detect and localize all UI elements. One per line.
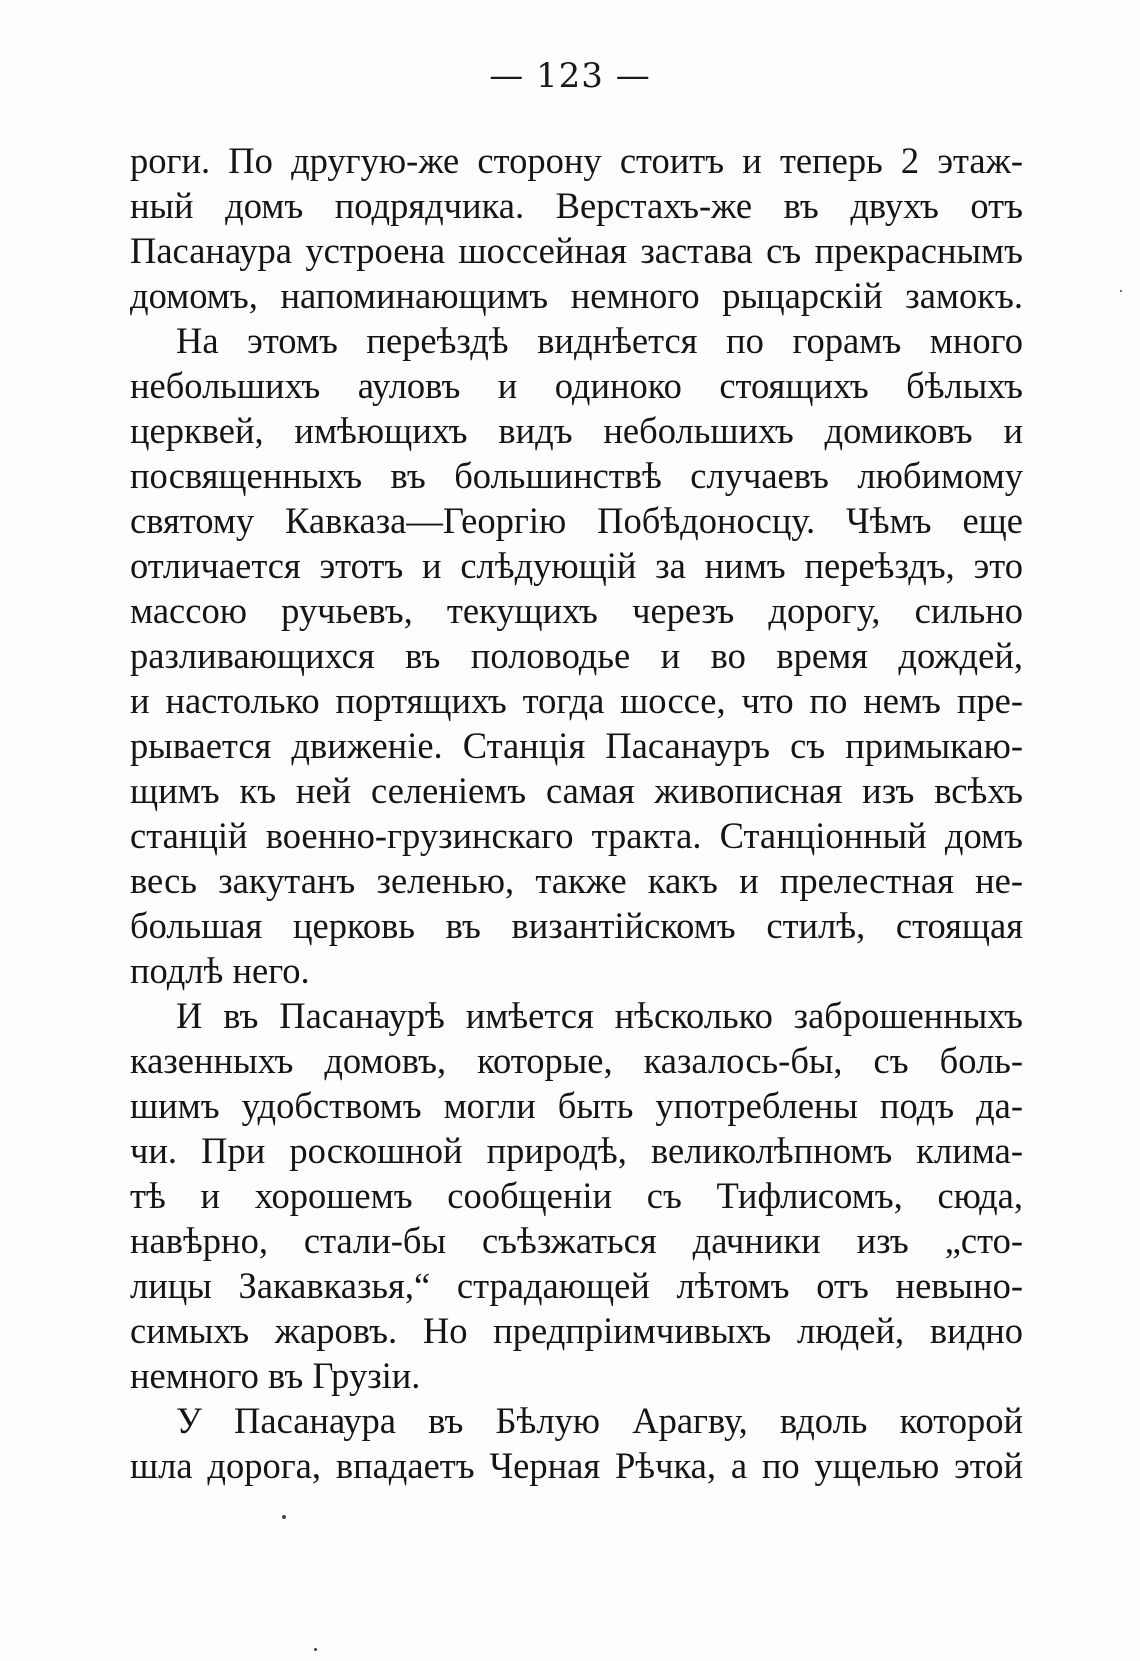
text-line: шла дорога, впадаетъ Черная Рѣчка, а по ущелью этой <box>130 1445 1023 1486</box>
scan-speck <box>314 1648 317 1651</box>
text-line: У Пасанаура въ Бѣлую Арагву, вдоль которой <box>176 1400 1023 1441</box>
text-line: посвященныхъ въ большинствѣ случаевъ любимому <box>130 455 1023 496</box>
text-line: навѣрно, стали-бы съѣзжаться дачники изъ „сто- <box>130 1220 1023 1261</box>
text-line: домомъ, напоминающимъ немного рыцарскій замокъ. <box>130 275 1023 316</box>
text-line: разливающихся въ половодье и во время дождей, <box>130 635 1023 676</box>
text-line: рывается движеніе. Станція Пасанауръ съ примыкаю- <box>130 725 1023 766</box>
text-line: чи. При роскошной природѣ, великолѣпномъ клима- <box>130 1130 1023 1171</box>
text-line: казенныхъ домовъ, которые, казалось-бы, съ боль- <box>130 1040 1023 1081</box>
text-line: лицы Закавказья,“ страдающей лѣтомъ отъ невыно- <box>130 1265 1023 1306</box>
text-line: На этомъ переѣздѣ виднѣется по горамъ много <box>176 320 1023 361</box>
text-line: святому Кавказа—Георгію Побѣдоносцу. Чѣмъ еще <box>130 500 1023 541</box>
scan-speck <box>282 1515 286 1519</box>
text-line: церквей, имѣющихъ видъ небольшихъ домиковъ и <box>130 410 1023 451</box>
text-line: большая церковь въ византійскомъ стилѣ, стоящая <box>130 905 1023 946</box>
text-line: весь закутанъ зеленью, также какъ и прелестная не- <box>130 860 1023 901</box>
text-line: и настолько портящихъ тогда шоссе, что по немъ пре- <box>130 680 1023 721</box>
scan-speck <box>1120 290 1122 292</box>
text-line: тѣ и хорошемъ сообщеніи съ Тифлисомъ, сюда, <box>130 1175 1023 1216</box>
page-number: — 123 — <box>489 56 651 96</box>
body-text <box>130 138 1023 1488</box>
text-line: массою ручьевъ, текущихъ черезъ дорогу, сильно <box>130 590 1023 631</box>
text-line: ный домъ подрядчика. Верстахъ-же въ двухъ отъ <box>130 185 1023 226</box>
text-line: симыхъ жаровъ. Но предпріимчивыхъ людей, видно <box>130 1310 1023 1351</box>
text-line: подлѣ него. <box>130 950 310 991</box>
text-line: отличается этотъ и слѣдующій за нимъ переѣздъ, это <box>130 545 1023 586</box>
text-line: Пасанаура устроена шоссейная застава съ прекраснымъ <box>130 230 1023 271</box>
text-line: небольшихъ ауловъ и одиноко стоящихъ бѣлыхъ <box>130 365 1023 406</box>
text-line: щимъ къ ней селеніемъ самая живописная изъ всѣхъ <box>130 770 1023 811</box>
text-line: роги. По другую-же сторону стоитъ и теперь 2 этаж- <box>130 140 1023 181</box>
text-line: станцій военно-грузинскаго тракта. Станціонный домъ <box>130 815 1023 856</box>
text-line: И въ Пасанаурѣ имѣется нѣсколько заброшенныхъ <box>176 995 1023 1036</box>
text-line: немного въ Грузіи. <box>130 1355 421 1396</box>
text-line: шимъ удобствомъ могли быть употреблены подъ да- <box>130 1085 1023 1126</box>
